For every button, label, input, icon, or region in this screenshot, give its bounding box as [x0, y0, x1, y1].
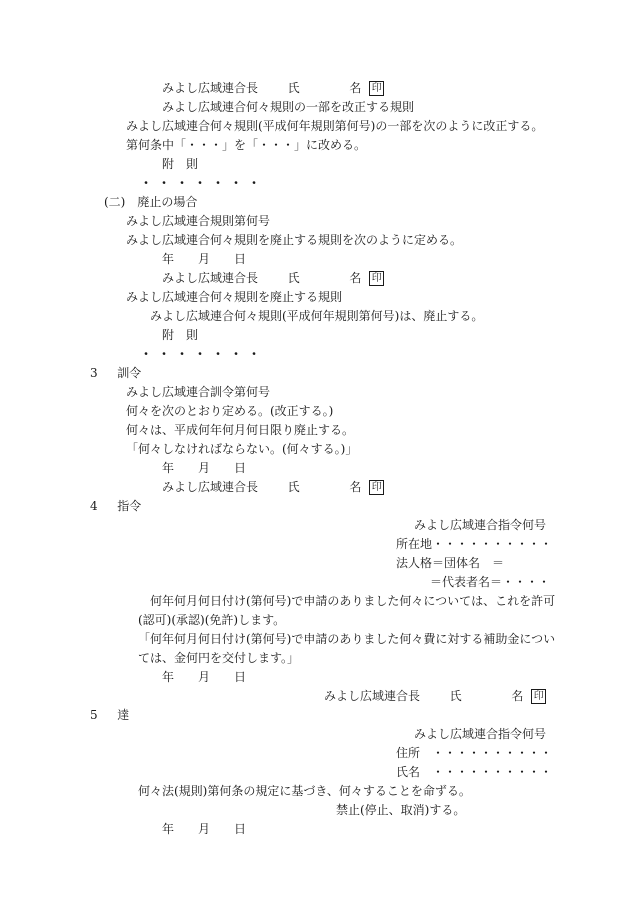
section-title: 達 [117, 708, 130, 722]
ellipsis-line: ・・・・・・・ [140, 176, 267, 190]
signature-line [324, 689, 546, 704]
section-number: 5 [90, 708, 98, 722]
address-line: 住所 ・・・・・・・・・・ [396, 746, 553, 760]
rule-title: みよし広域連合何々規則の一部を改正する規則 [162, 100, 415, 114]
subsection-heading: (二) 廃止の場合 [104, 195, 198, 209]
text-line: 何々を次のとおり定める。(改正する。) [126, 404, 334, 418]
signatory-title: みよし広域連合長 [162, 480, 259, 494]
section-number: 3 [90, 366, 98, 380]
signatory-mei: 名 [349, 271, 362, 285]
section-title: 指令 [117, 499, 142, 513]
signatory-mei: 名 [511, 689, 524, 703]
date-line: 年 月 日 [162, 670, 247, 684]
section-heading [90, 499, 141, 514]
rule-title: みよし広域連合何々規則を廃止する規則 [126, 290, 343, 304]
order-number: みよし広域連合指令何号 [413, 727, 546, 741]
seal-stamp: 印 [369, 480, 384, 495]
signatory-shi: 氏 [287, 480, 300, 494]
representative-line: ＝代表者名＝・・・・ [430, 575, 551, 589]
text-line: 何々法(規則)第何条の規定に基づき、何々することを命ずる。 [138, 784, 471, 798]
text-line: (認可)(承認)(免許)します。 [138, 613, 286, 627]
text-line: 何年何月何日付け(第何号)で申請のありました何々については、これを許可 [150, 594, 556, 608]
name-line: 氏名 ・・・・・・・・・・ [396, 765, 553, 779]
date-line: 年 月 日 [162, 461, 247, 475]
signatory-title: みよし広域連合長 [162, 271, 259, 285]
signature-line [162, 81, 384, 96]
supplementary-heading: 附 則 [162, 157, 199, 171]
corporation-line: 法人格＝団体名 ＝ [396, 556, 505, 570]
address-line: 所在地・・・・・・・・・・ [396, 537, 553, 551]
seal-stamp: 印 [369, 81, 384, 96]
signatory-title: みよし広域連合長 [324, 689, 421, 703]
signatory-title: みよし広域連合長 [162, 81, 259, 95]
ellipsis-line: ・・・・・・・ [140, 347, 267, 361]
seal-stamp: 印 [369, 271, 384, 286]
signature-line [162, 271, 384, 286]
signatory-shi: 氏 [287, 271, 300, 285]
date-line: 年 月 日 [162, 252, 247, 266]
text-line: みよし広域連合何々規則(平成何年規則第何号)は、廃止する。 [150, 309, 484, 323]
signatory-mei: 名 [349, 81, 362, 95]
text-line: みよし広域連合何々規則(平成何年規則第何号)の一部を次のように改正する。 [126, 119, 544, 133]
section-heading [90, 366, 141, 381]
seal-stamp: 印 [531, 689, 546, 704]
text-line: ては、金何円を交付します。」 [138, 651, 300, 665]
order-number: みよし広域連合指令何号 [413, 518, 546, 532]
signatory-shi: 氏 [449, 689, 462, 703]
text-line: 何々は、平成何年何月何日限り廃止する。 [126, 423, 355, 437]
signatory-mei: 名 [349, 480, 362, 494]
text-line: 禁止(停止、取消)する。 [336, 803, 466, 817]
rule-number: みよし広域連合規則第何号 [126, 214, 271, 228]
section-title: 訓令 [117, 366, 142, 380]
supplementary-heading: 附 則 [162, 328, 199, 342]
text-line: みよし広域連合何々規則を廃止する規則を次のように定める。 [126, 233, 463, 247]
text-line: 第何条中「・・・」を「・・・」に改める。 [126, 138, 367, 152]
text-line: 「何年何月何日付け(第何号)で申請のありました何々費に対する補助金につい [138, 632, 556, 646]
signature-line [162, 480, 384, 495]
section-number: 4 [90, 499, 98, 513]
text-line: 「何々しなければならない。(何々する。)」 [126, 442, 358, 456]
date-line: 年 月 日 [162, 822, 247, 836]
section-heading [90, 708, 129, 723]
directive-number: みよし広域連合訓令第何号 [126, 385, 271, 399]
signatory-shi: 氏 [287, 81, 300, 95]
